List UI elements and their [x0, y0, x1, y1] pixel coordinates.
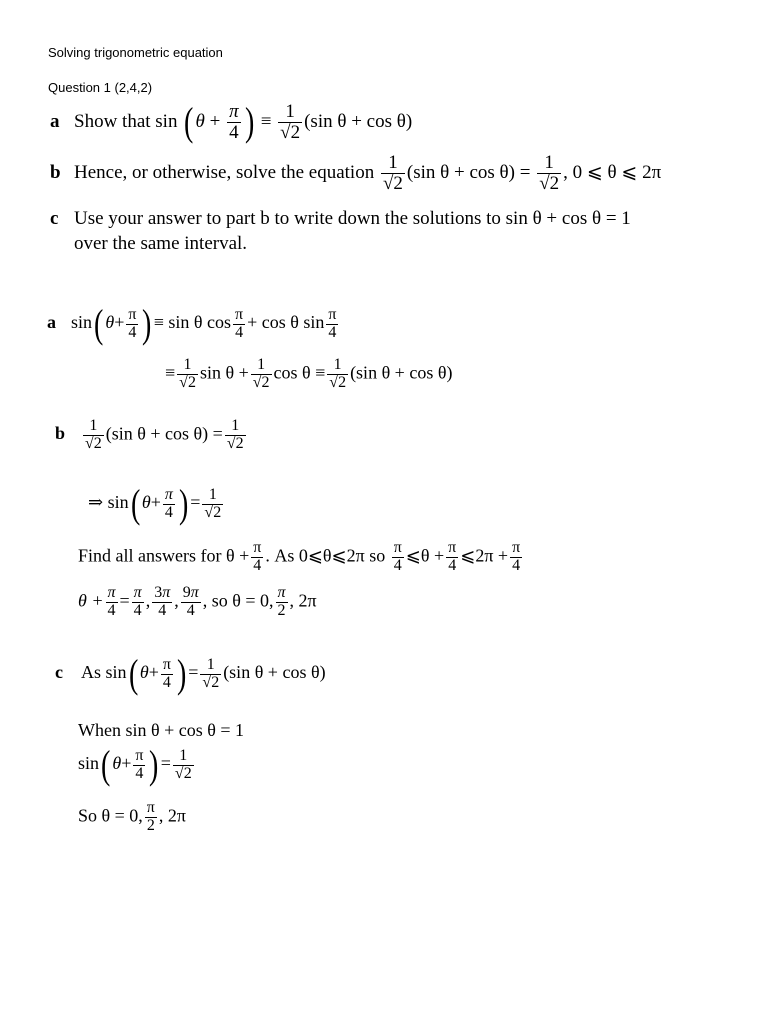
part-a-label: a	[50, 110, 60, 132]
solution-b-line1: b $\frac{1}{√2}$ (sin θ + cos θ) = $\frac{1}{√2}$	[55, 417, 244, 452]
part-b-range: , 0 ⩽ θ ⩽ 2π	[563, 161, 662, 183]
solution-c-line1: c As sin( θ+ $\frac{\pi}{4}$ ) = $\frac{1}{√2}$ (sin θ + cos θ)	[55, 651, 326, 696]
solution-a-text2a: sin θ +	[199, 362, 249, 383]
part-a-text: Show that sin	[74, 110, 178, 132]
solution-b-line2: ⇒ sin( θ+ $\frac{\pi}{4}$ ) = $\frac{1}{√2}$	[88, 481, 222, 526]
solution-c-sin: sin	[78, 753, 100, 774]
solution-a-text2c: (sin θ + cos θ)	[350, 362, 453, 383]
question-part-a: a Show that sin ( θ + $\frac{\pi}{4}$ ) ≡ $\frac{1}{√2}$ (sin θ + cos θ)	[50, 99, 413, 145]
solution-b-ineq1: ⩽θ +	[405, 545, 445, 566]
part-b-label: b	[50, 161, 61, 183]
solution-b-eq: (sin θ + cos θ) =	[105, 423, 223, 444]
solution-b-list-a: θ +	[78, 590, 104, 611]
solution-c-so-end: , 2π	[158, 805, 186, 826]
solution-a-lead: ≡	[165, 362, 176, 383]
solution-c-so-text: So θ = 0,	[78, 805, 143, 826]
solution-b-list-c: , so θ = 0,	[202, 590, 274, 611]
solution-b-ineq2: ⩽2π +	[460, 545, 509, 566]
solution-b-list-d: , 2π	[289, 590, 317, 611]
solution-c-line3: sin( θ+ $\frac{\pi}{4}$ ) = $\frac{1}{√2}$	[78, 742, 192, 787]
solution-c-rhs: (sin θ + cos θ)	[223, 662, 326, 683]
solution-c-label: c	[55, 662, 63, 683]
solution-c-when: When sin θ + cos θ = 1	[78, 720, 245, 740]
solution-a-text1b: + cos θ sin	[247, 312, 325, 333]
part-a-rhs: (sin θ + cos θ)	[304, 110, 413, 132]
solution-b-line3: Find all answers for θ + $\frac{\pi}{4}$ . As 0⩽θ⩽2π so $\frac{\pi}{4}$ ⩽θ + $\frac{\pi}{4}$ ⩽2π + $\frac{\pi}{4}$	[78, 539, 521, 574]
solution-b-find: Find all answers for θ +	[78, 545, 250, 566]
solution-b-implies: ⇒ sin	[88, 492, 129, 513]
solution-b-label: b	[55, 423, 66, 444]
solution-a-line1: a sin( θ+ $\frac{\pi}{4}$ ) ≡ sin θ cos $\frac{\pi}{4}$ + cos θ sin $\frac{\pi}{4}$	[47, 301, 337, 346]
question-part-b: b Hence, or otherwise, solve the equation $\frac{1}{√2}$ (sin θ + cos θ) = $\frac{1}{√2}$ , 0 ⩽ θ ⩽ 2π	[50, 152, 662, 194]
solution-c-as: As sin	[81, 662, 127, 683]
solution-a-text2b: cos θ ≡	[273, 362, 326, 383]
part-c-line1: Use your answer to part b to write down the solutions to sin θ + cos θ = 1	[74, 208, 631, 229]
question-label: Question 1 (2,4,2)	[48, 80, 153, 95]
solution-b-as: . As 0⩽θ⩽2π so	[265, 545, 386, 566]
heading: Solving trigonometric equation	[48, 45, 223, 60]
question-part-c-line2: over the same interval.	[74, 233, 248, 254]
part-b-mid: (sin θ + cos θ) =	[406, 161, 531, 183]
question-part-c	[50, 208, 631, 230]
solution-a-text1: ≡ sin θ cos	[153, 312, 232, 333]
solution-a-label: a	[47, 312, 56, 333]
part-c-label: c	[50, 208, 59, 229]
solution-b-list-b: =	[119, 590, 130, 611]
solution-c-so: So θ = 0, $\frac{\pi}{2}$ , 2π	[78, 799, 186, 834]
part-b-text: Hence, or otherwise, solve the equation	[74, 161, 375, 183]
solution-a-line2: ≡ $\frac{1}{√2}$ sin θ + $\frac{1}{√2}$ cos θ ≡ $\frac{1}{√2}$ (sin θ + cos θ)	[165, 356, 453, 391]
solution-b-line4: θ + $\frac{\pi}{4}$ = $\frac{\pi}{4}$ , $\frac{3\pi}{4}$ , $\frac{9\pi}{4}$ , so θ = 0, $\frac{\pi}{2}$ , 2π	[78, 584, 317, 619]
